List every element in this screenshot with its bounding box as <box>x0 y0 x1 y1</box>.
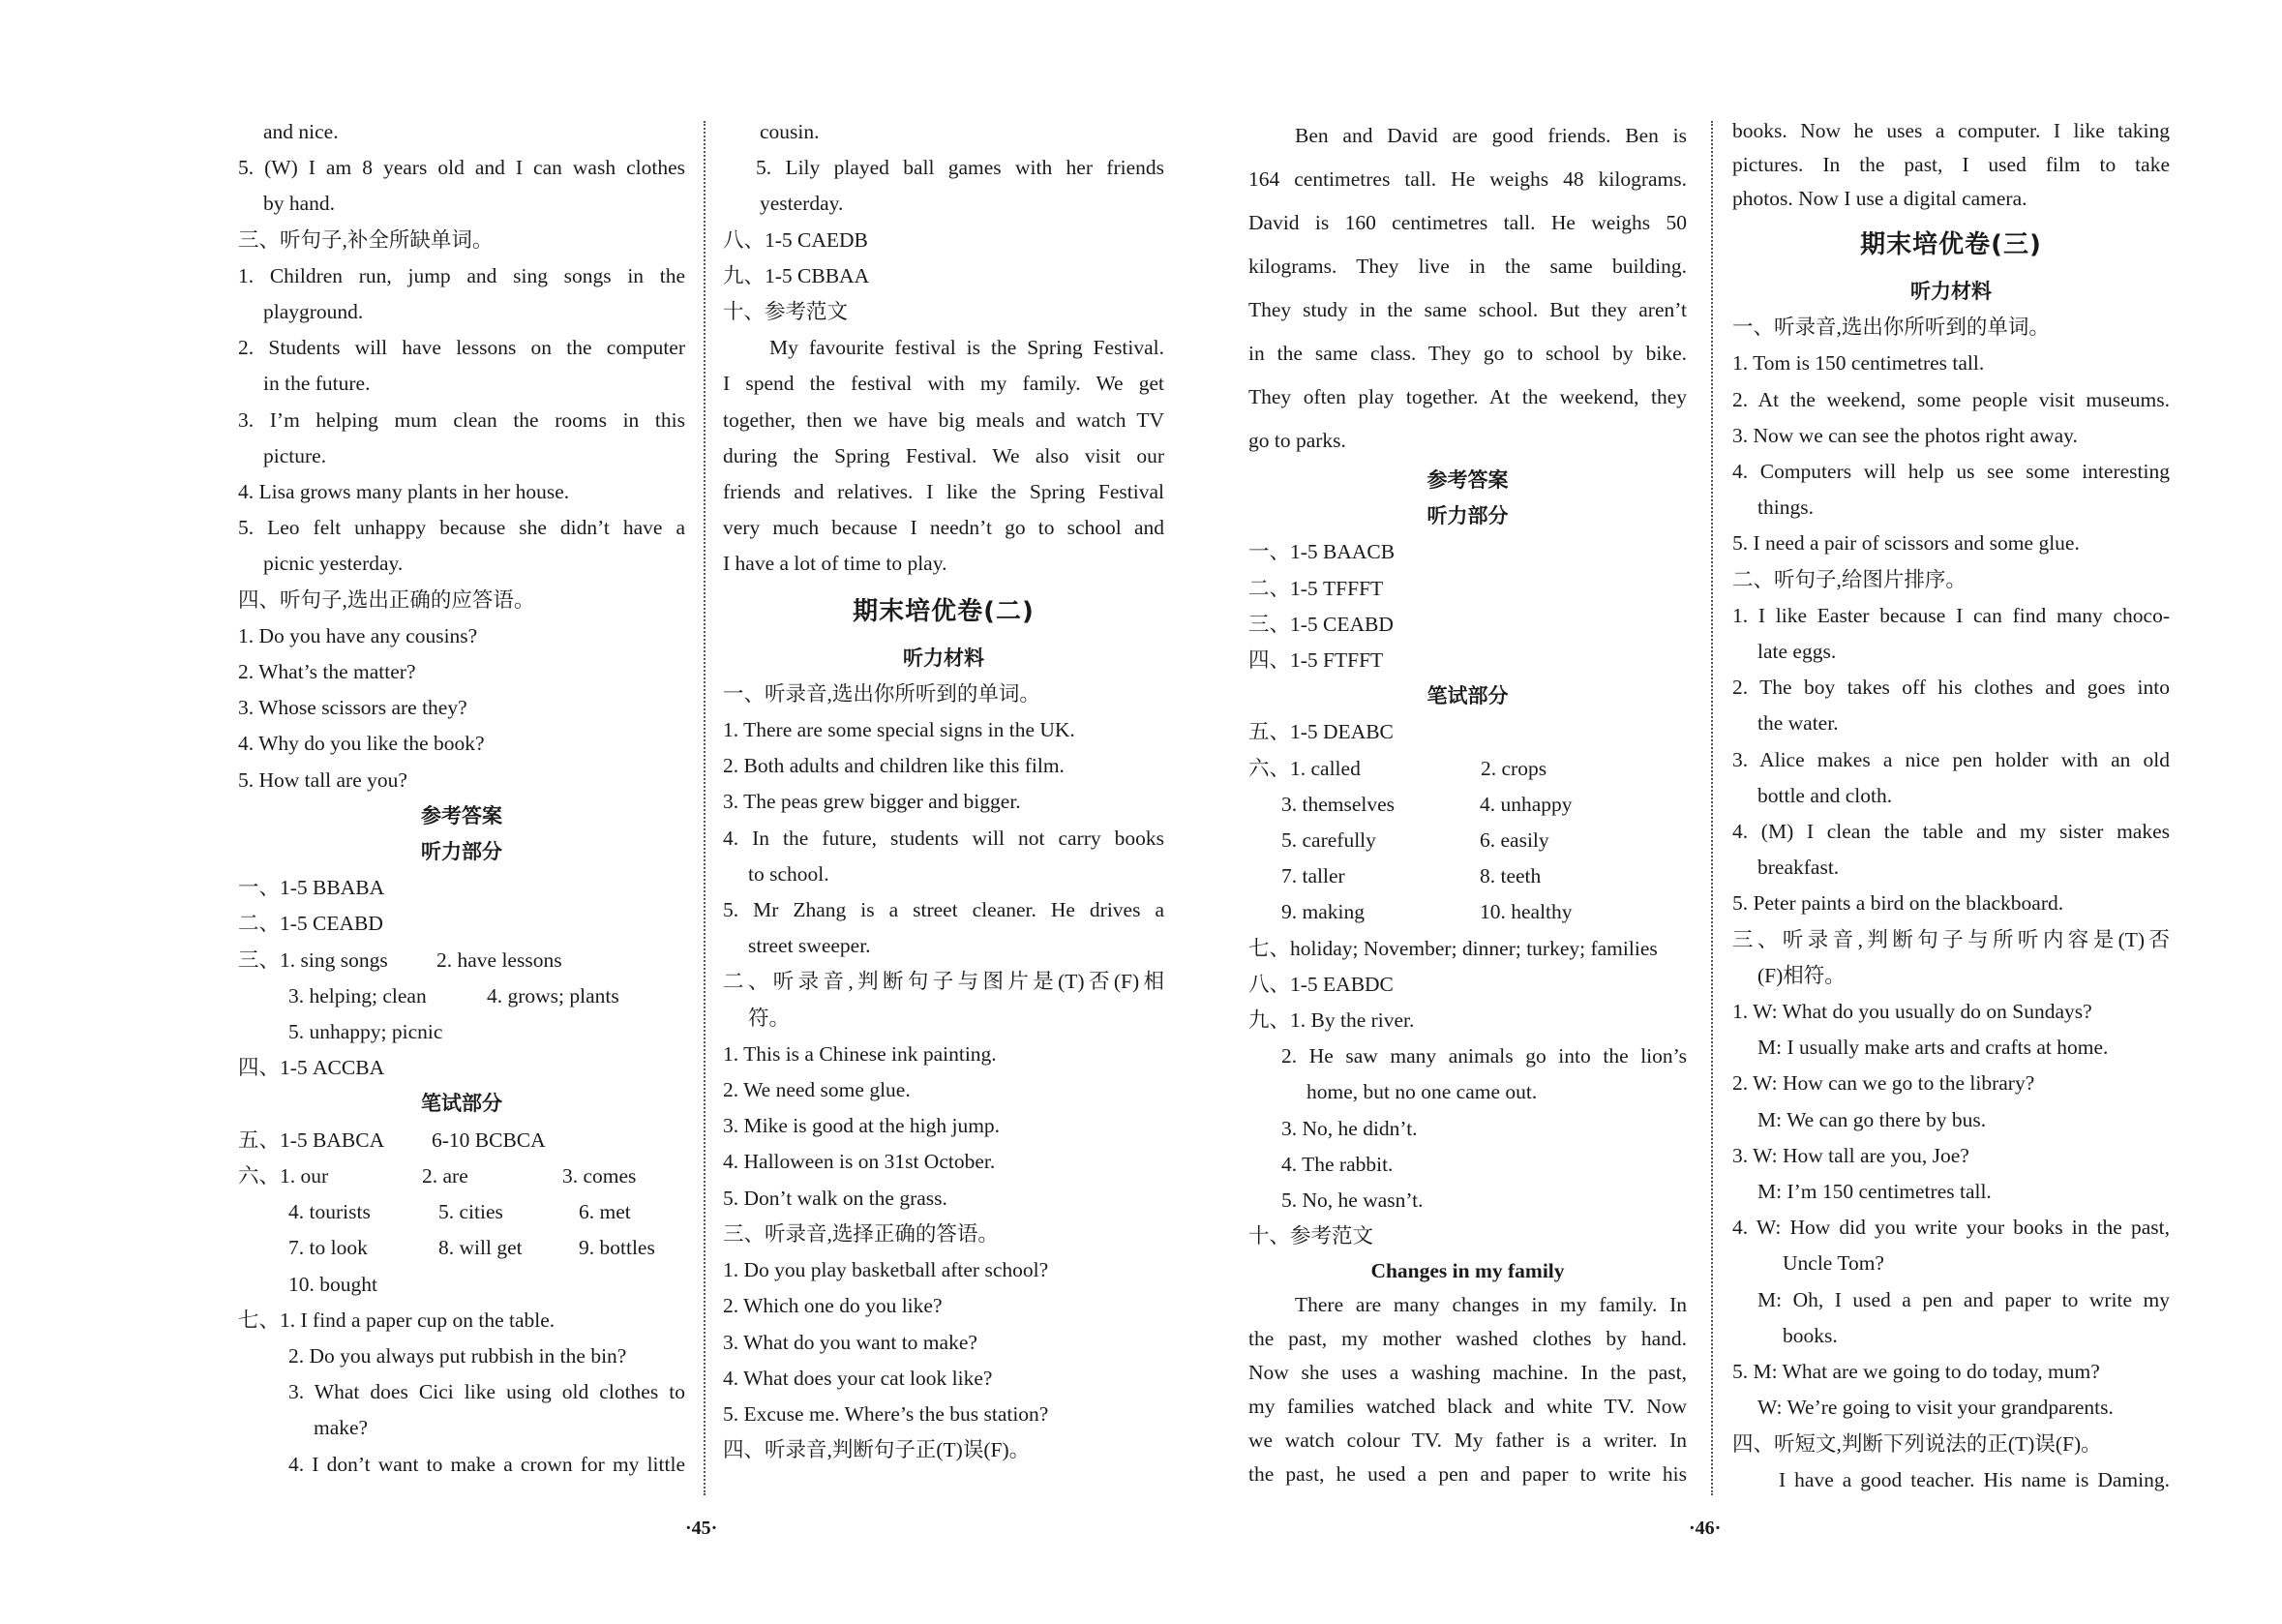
text-line: 五、1-5 DEABC <box>1248 720 1394 744</box>
text-line: 1. Tom is 150 centimetres tall. <box>1732 351 1985 376</box>
text-line: 二、1-5 CEABD <box>238 912 383 936</box>
text-line: 5. Mr Zhang is a street cleaner. He drives a <box>723 898 1164 922</box>
text-line: bottle and cloth. <box>1757 783 1893 807</box>
text-line: They study in the same school. But they aren’t <box>1248 298 1687 321</box>
text-line: the past, my mother washed clothes by hand. <box>1248 1327 1687 1351</box>
text-line: 2. Students will have lessons on the computer <box>238 336 685 360</box>
answer-cell: 5. cities <box>438 1200 503 1224</box>
text-line: 4. Computers will help us see some interesting <box>1732 460 2170 484</box>
text-line: 3. The peas grew bigger and bigger. <box>723 790 1021 814</box>
column-3 <box>1248 114 1687 1491</box>
text-line: to school. <box>748 861 829 886</box>
answer-cell: 6-10 BCBCA <box>432 1128 546 1152</box>
text-line: 3. Alice makes a nice pen holder with an old <box>1732 747 2170 771</box>
text-line: 3. W: How tall are you, Joe? <box>1732 1143 1969 1167</box>
text-line <box>1248 894 1687 930</box>
text-line: 2. Which one do you like? <box>723 1294 943 1318</box>
text-line: 1. Do you play basketball after school? <box>723 1258 1049 1282</box>
answer-cell: 三、1. sing songs <box>238 947 388 972</box>
text-line: 七、1. I find a paper cup on the table. <box>238 1308 555 1332</box>
text-line: 10. bought <box>288 1272 377 1296</box>
text-line: 1. W: What do you usually do on Sundays? <box>1732 1000 2092 1024</box>
text-line: They often play together. At the weekend, they <box>1248 385 1687 408</box>
text-line: very much because I needn’t go to school and <box>723 516 1164 540</box>
text-line: 三、听录音,选择正确的答语。 <box>723 1221 999 1246</box>
text-line: 3. Mike is good at the high jump. <box>723 1114 1001 1138</box>
text-line: 听力材料 <box>903 646 984 670</box>
answer-cell: 6. met <box>579 1200 631 1224</box>
text-line: 四、听句子,选出正确的应答语。 <box>238 587 535 612</box>
text-line: pictures. In the past, I used film to take <box>1732 153 2170 176</box>
text-line <box>1248 858 1687 894</box>
text-line: 4. In the future, students will not carry books <box>723 826 1164 850</box>
answer-cell: 2. are <box>422 1163 468 1188</box>
answer-cell: 五、1-5 BABCA <box>238 1128 385 1152</box>
text-line: 3. I’m helping mum clean the rooms in this <box>238 407 685 432</box>
text-line: 三、1-5 CEABD <box>1248 612 1394 636</box>
text-line: M: Oh, I used a pen and paper to write my <box>1757 1287 2170 1311</box>
text-line: street sweeper. <box>748 934 871 958</box>
text-line: picnic yesterday. <box>263 552 404 576</box>
answer-cell: 六、1. called <box>1248 756 1361 780</box>
text-line <box>238 1194 685 1230</box>
text-line: 一、1-5 BBABA <box>238 876 385 900</box>
answer-cell: 2. have lessons <box>436 947 562 972</box>
text-line <box>1248 751 1687 787</box>
answer-cell: 4. grows; plants <box>487 983 619 1007</box>
text-line: things. <box>1757 496 1814 520</box>
text-line: 听力部分 <box>421 840 502 864</box>
text-line: 2. He saw many animals go into the lion’s <box>1281 1044 1687 1068</box>
text-line: W: We’re going to visit your grandparents. <box>1757 1396 2114 1420</box>
text-line: 四、1-5 ACCBA <box>238 1056 385 1080</box>
text-line: 2. What’s the matter? <box>238 660 416 684</box>
text-line: 2. At the weekend, some people visit museums. <box>1732 387 2170 411</box>
text-line: 3. What do you want to make? <box>723 1330 977 1354</box>
text-line: There are many changes in my family. In <box>1295 1293 1687 1317</box>
text-line: the water. <box>1757 711 1839 736</box>
text-line <box>238 1158 685 1194</box>
answer-cell: 4. tourists <box>288 1200 371 1224</box>
text-line: M: I’m 150 centimetres tall. <box>1757 1180 1992 1204</box>
text-line: home, but no one came out. <box>1306 1080 1538 1104</box>
text-line: 参考答案 <box>421 803 502 827</box>
text-line: 5. Don’t walk on the grass. <box>723 1186 947 1210</box>
text-line: 听力部分 <box>1426 504 1509 528</box>
text-line: 三、听录音,判断句子与所听内容是(T)否 <box>1732 927 2170 951</box>
text-line: 5. M: What are we going to do today, mum? <box>1732 1360 2100 1384</box>
text-line: 四、听录音,判断句子正(T)误(F)。 <box>723 1438 1031 1462</box>
text-line: 5. unhappy; picnic <box>288 1020 443 1044</box>
text-line: 三、听句子,补全所缺单词。 <box>238 227 494 252</box>
text-line: during the Spring Festival. We also visit our <box>723 443 1164 467</box>
text-line: 4. W: How did you write your books in the past, <box>1732 1216 2170 1240</box>
answer-cell: 3. comes <box>562 1163 637 1188</box>
column-divider-right <box>1711 121 1713 1495</box>
text-line: 5. How tall are you? <box>238 767 407 792</box>
text-line: 十、参考范文 <box>1248 1224 1374 1248</box>
text-line: 八、1-5 CAEDB <box>723 227 868 252</box>
text-line: 5. Lily played ball games with her friends <box>756 156 1164 180</box>
text-line: 1. This is a Chinese ink painting. <box>723 1041 997 1066</box>
text-line: 4. Why do you like the book? <box>238 732 485 756</box>
text-line <box>238 1230 685 1266</box>
column-2 <box>723 114 1164 1468</box>
text-line: 3. Whose scissors are they? <box>238 696 467 720</box>
text-line: kilograms. They live in the same building. <box>1248 255 1687 278</box>
answer-cell: 4. unhappy <box>1480 792 1573 816</box>
text-line: 5. Peter paints a bird on the blackboard. <box>1732 891 2064 916</box>
text-line: 4. The rabbit. <box>1281 1152 1394 1176</box>
text-line: 4. Halloween is on 31st October. <box>723 1150 996 1174</box>
text-line: yesterday. <box>760 192 844 216</box>
text-line: My favourite festival is the Spring Festival. <box>769 336 1164 360</box>
answer-cell: 3. themselves <box>1281 792 1396 816</box>
text-line: 笔试部分 <box>421 1092 502 1116</box>
text-line: 5. Leo felt unhappy because she didn’t have a <box>238 516 685 540</box>
text-line: the past, he used a pen and paper to write his <box>1248 1462 1687 1487</box>
text-line: 4. What does your cat look like? <box>723 1366 993 1390</box>
text-line: 九、1. By the river. <box>1248 1008 1415 1033</box>
text-line: in the future. <box>263 372 371 396</box>
answer-cell: 3. helping; clean <box>288 983 427 1007</box>
text-line: 3. What does Cici like using old clothes to <box>288 1380 685 1404</box>
text-line: 二、听句子,给图片排序。 <box>1732 567 1967 591</box>
text-line: 四、听短文,判断下列说法的正(T)误(F)。 <box>1732 1431 2102 1456</box>
answer-cell: 9. making <box>1281 900 1365 924</box>
text-line: I have a lot of time to play. <box>723 552 947 576</box>
text-line: 3. No, he didn’t. <box>1281 1116 1418 1140</box>
answer-cell: 2. crops <box>1481 756 1547 780</box>
answer-cell: 9. bottles <box>579 1236 655 1260</box>
text-line: 5. Excuse me. Where’s the bus station? <box>723 1401 1049 1426</box>
text-line: (F)相符。 <box>1757 963 1846 987</box>
column-divider-left <box>704 121 706 1495</box>
text-line: in the same class. They go to school by bike. <box>1248 342 1687 365</box>
text-line: 2. We need some glue. <box>723 1078 911 1102</box>
text-line: go to parks. <box>1248 429 1346 452</box>
text-line: by hand. <box>263 192 336 216</box>
text-line: 听力材料 <box>1910 280 1992 303</box>
text-line: books. <box>1783 1323 1838 1347</box>
text-line <box>1248 823 1687 858</box>
text-line: I have a good teacher. His name is Daming. <box>1779 1467 2170 1491</box>
text-line: breakfast. <box>1757 856 1840 880</box>
text-line: Now she uses a washing machine. In the past, <box>1248 1361 1687 1385</box>
text-line: make? <box>314 1416 369 1440</box>
text-line: 二、1-5 TFFFT <box>1248 576 1384 600</box>
answer-cell: 8. teeth <box>1480 864 1542 888</box>
text-line: 2. W: How can we go to the library? <box>1732 1071 2035 1096</box>
text-line: 期末培优卷(三) <box>1860 230 2042 259</box>
text-line: Uncle Tom? <box>1783 1251 1884 1276</box>
text-line: M: We can go there by bus. <box>1757 1107 1987 1131</box>
answer-cell: 6. easily <box>1480 828 1549 853</box>
text-line: 期末培优卷(二) <box>853 596 1035 626</box>
text-line: 七、holiday; November; dinner; turkey; families <box>1248 936 1658 960</box>
answer-cell: 7. taller <box>1281 864 1345 888</box>
text-line: my families watched black and white TV. Now <box>1248 1395 1687 1419</box>
text-line: late eggs. <box>1757 640 1837 664</box>
text-line: 1. Do you have any cousins? <box>238 623 478 647</box>
text-line: books. Now he uses a computer. I like taking <box>1732 119 2170 142</box>
text-line: 一、听录音,选出你所听到的单词。 <box>1732 316 2050 340</box>
text-line <box>238 1123 685 1158</box>
text-line: 4. (M) I clean the table and my sister makes <box>1732 820 2170 844</box>
text-line: 九、1-5 CBBAA <box>723 263 870 287</box>
answer-cell: 10. healthy <box>1480 900 1573 924</box>
text-line: 5. No, he wasn’t. <box>1281 1188 1424 1213</box>
text-line: 一、1-5 BAACB <box>1248 540 1396 564</box>
text-line: Ben and David are good friends. Ben is <box>1295 124 1687 147</box>
text-line <box>238 978 685 1014</box>
text-line: 四、1-5 FTFFT <box>1248 648 1384 673</box>
answer-cell: 8. will get <box>438 1236 523 1260</box>
text-line: I spend the festival with my family. We get <box>723 372 1164 396</box>
text-line: playground. <box>263 300 364 324</box>
answer-cell: 5. carefully <box>1281 828 1376 853</box>
text-line: 一、听录音,选出你所听到的单词。 <box>723 681 1040 706</box>
text-line: and nice. <box>263 120 339 143</box>
text-line: 1. I like Easter because I can find many choco- <box>1732 603 2170 627</box>
text-line: 八、1-5 EABDC <box>1248 972 1394 996</box>
text-line <box>238 943 685 978</box>
answer-cell: 六、1. our <box>238 1163 329 1188</box>
column-1 <box>238 114 685 1483</box>
page-number-left: ·45· <box>685 1518 718 1539</box>
text-line: David is 160 centimetres tall. He weighs 50 <box>1248 211 1687 234</box>
text-line: 4. Lisa grows many plants in her house. <box>238 480 570 504</box>
text-line: 164 centimetres tall. He weighs 48 kilograms. <box>1248 167 1687 191</box>
text-line: 4. I don’t want to make a crown for my little <box>288 1452 685 1476</box>
page-number-right: ·46· <box>1689 1518 1722 1539</box>
text-line: 二、听录音,判断句子与图片是(T)否(F)相 <box>723 970 1164 994</box>
text-line: photos. Now I use a digital camera. <box>1732 187 2027 210</box>
text-line: picture. <box>263 443 327 467</box>
text-line: cousin. <box>760 120 820 143</box>
text-line: 3. Now we can see the photos right away. <box>1732 423 2078 447</box>
text-line: 笔试部分 <box>1426 684 1509 708</box>
text-line: 1. There are some special signs in the UK. <box>723 718 1075 742</box>
column-4 <box>1732 114 2170 1498</box>
answer-cell: 7. to look <box>288 1236 368 1260</box>
text-line: 1. Children run, jump and sing songs in the <box>238 263 685 287</box>
text-line <box>1248 787 1687 823</box>
text-line: 十、参考范文 <box>723 300 849 324</box>
text-line: together, then we have big meals and watch TV <box>723 407 1164 432</box>
text-line: M: I usually make arts and crafts at home. <box>1757 1036 2109 1060</box>
text-line: 5. (W) I am 8 years old and I can wash clothes <box>238 156 685 180</box>
text-line: 参考答案 <box>1426 468 1509 492</box>
text-line: 符。 <box>748 1006 791 1030</box>
text-line: Changes in my family <box>1370 1259 1565 1283</box>
text-line: 2. Do you always put rubbish in the bin? <box>288 1343 627 1368</box>
text-line: 2. Both adults and children like this film. <box>723 754 1065 778</box>
text-line: we watch colour TV. My father is a writer. In <box>1248 1429 1687 1453</box>
text-line: 2. The boy takes off his clothes and goes into <box>1732 676 2170 700</box>
text-line: friends and relatives. I like the Spring Festival <box>723 480 1164 504</box>
text-line: 5. I need a pair of scissors and some glue. <box>1732 531 2080 556</box>
